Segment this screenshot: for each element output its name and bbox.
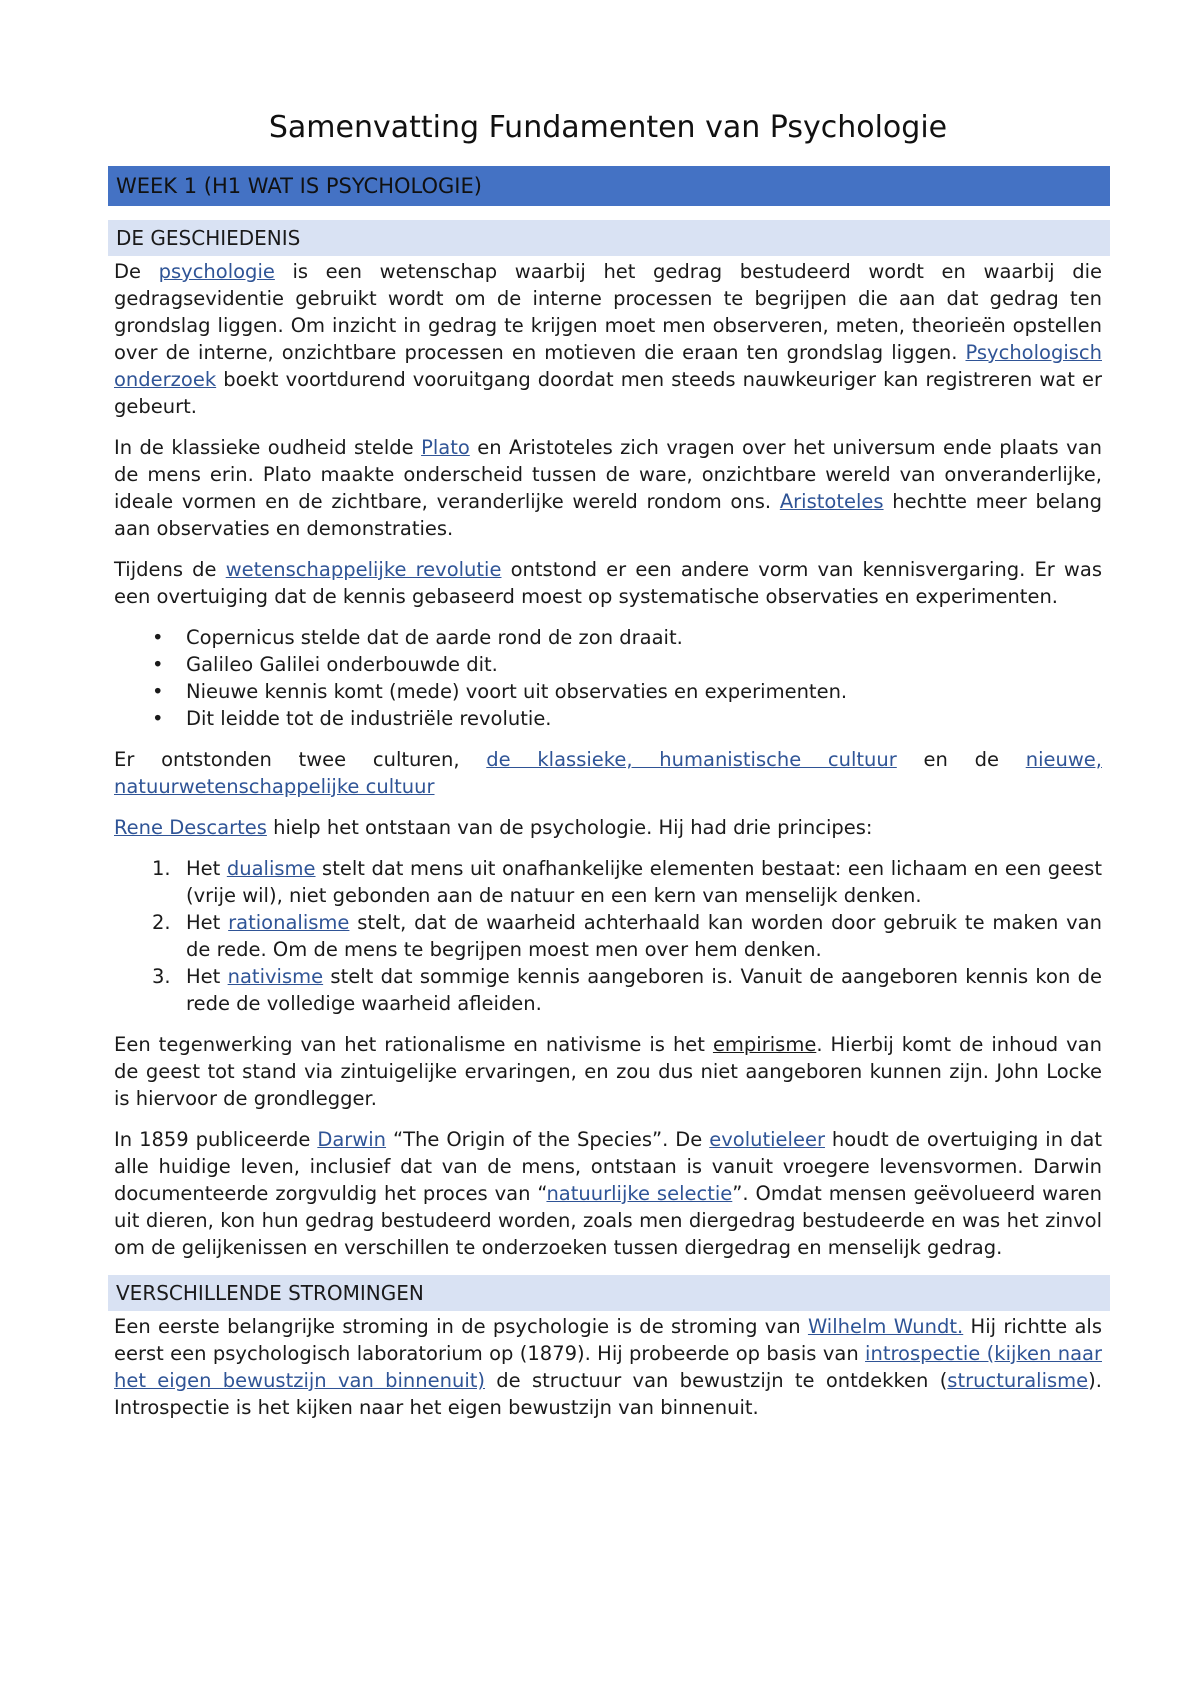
underlined-empirisme: empirisme: [712, 1033, 817, 1056]
bullet-marker: •: [152, 707, 164, 730]
text: ”. Omdat mensen geëvolueerd waren uit dieren, kon hun gedrag bestudeerd worden, zoals men diergedrag bestudeerde en was het zinvol om de gelijkenissen en verschillen te onderzoeken tussen diergedrag en menselijk gedrag.: [114, 1182, 1102, 1259]
text: Hij richtte als eerst een psychologisch laboratorium op (1879). Hij probeerde op basis van: [114, 1315, 1102, 1365]
link-evolutieleer[interactable]: evolutieleer: [709, 1128, 825, 1151]
text: boekt voortdurend vooruitgang doordat men steeds nauwkeuriger kan registreren wat er gebeurt.: [114, 368, 1102, 418]
text: Een tegenwerking van het rationalisme en nativisme is het: [114, 1033, 713, 1056]
list-item-text: Nieuwe kennis komt (mede) voort uit observaties en experimenten.: [186, 680, 848, 703]
principles-list: [114, 855, 1102, 1017]
link-structuralisme[interactable]: structuralisme: [947, 1369, 1089, 1392]
week-heading: WEEK 1 (H1 WAT IS PSYCHOLOGIE): [108, 166, 1110, 206]
list-item: [114, 963, 1102, 1017]
text: hielp het ontstaan van de psychologie. Hij had drie principes:: [266, 816, 873, 839]
text: stelt dat mens uit onafhankelijke elementen bestaat: een lichaam en een geest (vrije wil), niet gebonden aan de natuur en een kern van menselijk denken.: [186, 857, 1102, 907]
document-content: [114, 108, 1102, 1435]
text: Tijdens de: [114, 558, 226, 581]
section-heading-history: DE GESCHIEDENIS: [108, 220, 1110, 256]
list-item-text: Galileo Galilei onderbouwde dit.: [186, 653, 498, 676]
text: Er ontstonden twee culturen,: [114, 748, 487, 771]
link-plato[interactable]: Plato: [421, 436, 470, 459]
text: ). Introspectie is het kijken naar het eigen bewustzijn van binnenuit.: [114, 1369, 1102, 1419]
list-item-text: Copernicus stelde dat de aarde rond de zon draait.: [186, 626, 683, 649]
list-item: [114, 909, 1102, 963]
link-rene-descartes[interactable]: Rene Descartes: [114, 816, 267, 839]
paragraph-classical-antiquity: [114, 434, 1102, 542]
list-item: [114, 678, 1102, 705]
list-item: [114, 651, 1102, 678]
bullet-marker: •: [152, 653, 164, 676]
paragraph-wundt: [114, 1313, 1102, 1421]
text: stelt dat sommige kennis aangeboren is. Vanuit de aangeboren kennis kon de rede de volledige waarheid afleiden.: [186, 965, 1102, 1015]
text: en de: [896, 748, 1026, 771]
text: hechtte meer belang aan observaties en demonstraties.: [114, 490, 1103, 540]
list-item: [114, 705, 1102, 732]
link-wilhelm-wundt[interactable]: Wilhelm Wundt.: [807, 1315, 964, 1338]
paragraph-descartes: [114, 814, 1102, 841]
text: houdt de overtuiging in dat alle huidige leven, inclusief dat van de mens, ontstaan is vanuit vroegere levensvormen. Darwin documenteerde zorgvuldig het proces van “: [114, 1128, 1102, 1205]
link-aristoteles[interactable]: Aristoteles: [779, 490, 884, 513]
link-rationalisme[interactable]: rationalisme: [228, 911, 350, 934]
bullet-marker: •: [152, 680, 164, 703]
text: “The Origin of the Species”. De: [386, 1128, 710, 1151]
paragraph-darwin: [114, 1126, 1102, 1261]
link-darwin[interactable]: Darwin: [317, 1128, 387, 1151]
paragraph-empirism: [114, 1031, 1102, 1112]
paragraph-psychology-definition: [114, 258, 1102, 420]
paragraph-scientific-revolution: [114, 556, 1102, 610]
paragraph-two-cultures: [114, 746, 1102, 800]
section-heading-movements: VERSCHILLENDE STROMINGEN: [108, 1275, 1110, 1311]
text: de structuur van bewustzijn te ontdekken (: [485, 1369, 948, 1392]
link-psychologie[interactable]: psychologie: [158, 260, 275, 283]
link-wetenschappelijke-revolutie[interactable]: wetenschappelijke revolutie: [225, 558, 502, 581]
text: is een wetenschap waarbij het gedrag bestudeerd wordt en waarbij die gedragsevidentie gebruikt wordt om de interne processen te begrijpen die aan dat gedrag ten grondslag liggen. Om inzicht in gedrag te krijgen moet men observeren, meten, theorieën opstellen over de interne, onzichtbare processen en motieven die eraan ten grondslag liggen.: [114, 260, 1102, 364]
text: ontstond er een andere vorm van kennisvergaring. Er was een overtuiging dat de kennis gebaseerd moest op systematische observaties en experimenten.: [114, 558, 1102, 608]
text: en Aristoteles zich vragen over het universum ende plaats van de mens erin. Plato maakte onderscheid tussen de ware, onzichtbare wereld van onveranderlijke, ideale vormen en de zichtbare, veranderlijke wereld rondom ons.: [114, 436, 1102, 513]
text: . Hierbij komt de inhoud van de geest tot stand via zintuigelijke ervaringen, en zou dus niet aangeboren kunnen zijn. John Locke is hiervoor de grondlegger.: [114, 1033, 1102, 1110]
link-klassieke-humanistische-cultuur[interactable]: de klassieke, humanistische cultuur: [486, 748, 897, 771]
list-number: 2.: [152, 911, 171, 934]
bullet-marker: •: [152, 626, 164, 649]
text: In de klassieke oudheid stelde: [114, 436, 422, 459]
list-item: [114, 855, 1102, 909]
list-item-text: Dit leidde tot de industriële revolutie.: [186, 707, 552, 730]
link-natuurwetenschappelijke-cultuur[interactable]: nieuwe, natuurwetenschappelijke cultuur: [114, 748, 1102, 798]
list-number: 3.: [152, 965, 171, 988]
text: In 1859 publiceerde: [114, 1128, 318, 1151]
text: stelt, dat de waarheid achterhaald kan worden door gebruik te maken van de rede. Om de mens te begrijpen moest men over hem denken.: [186, 911, 1102, 961]
text: De: [114, 260, 159, 283]
list-item: [114, 624, 1102, 651]
document-title: Samenvatting Fundamenten van Psychologie: [268, 110, 948, 145]
link-introspectie[interactable]: introspectie (kijken naar het eigen bewustzijn van binnenuit): [114, 1342, 1102, 1392]
link-nativisme[interactable]: nativisme: [227, 965, 324, 988]
list-number: 1.: [152, 857, 171, 880]
link-dualisme[interactable]: dualisme: [226, 857, 316, 880]
bullet-list: [114, 624, 1102, 732]
text: Het: [186, 911, 229, 934]
text: Een eerste belangrijke stroming in de psychologie is de stroming van: [114, 1315, 808, 1338]
link-natuurlijke-selectie[interactable]: natuurlijke selectie: [546, 1182, 733, 1205]
text: Het: [186, 857, 227, 880]
link-psychologisch-onderzoek[interactable]: Psychologisch onderzoek: [114, 341, 1102, 391]
text: Het: [186, 965, 228, 988]
